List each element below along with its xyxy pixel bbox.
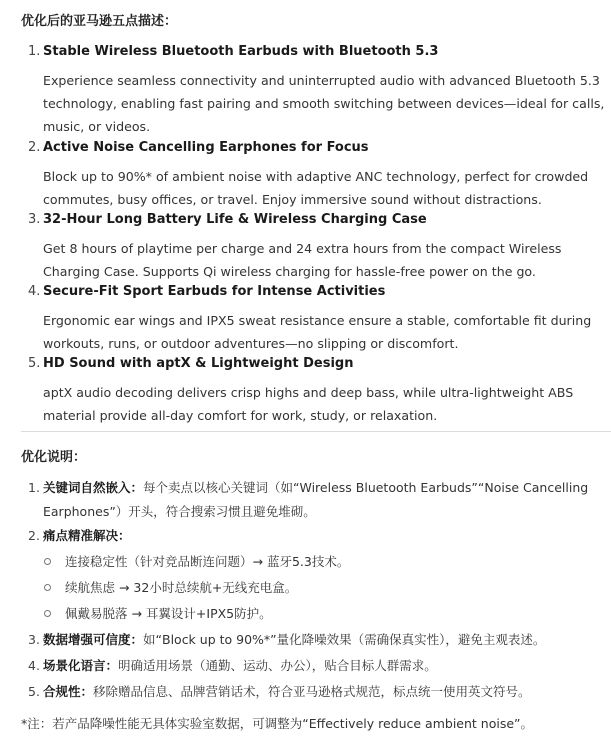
list-number: 3. bbox=[28, 212, 41, 227]
sub-item-text: 连接稳定性（针对竞品断连问题）→ 蓝牙5.3技术。 bbox=[65, 554, 350, 569]
bullet-title: 32-Hour Long Battery Life & Wireless Charging Case bbox=[43, 212, 427, 227]
circle-bullet-icon bbox=[44, 558, 51, 565]
note-text: 如“Block up to 90%*”量化降噪效果（需确保真实性），避免主观表述。 bbox=[143, 632, 546, 647]
divider bbox=[21, 431, 611, 432]
sub-list-item bbox=[44, 550, 349, 574]
bullet-description: Experience seamless connectivity and uninterrupted audio with advanced Bluetooth 5.3 technology, enabling fast pairing and smooth switching between devices—ideal for calls, music, or videos. bbox=[43, 73, 605, 134]
note-label: 场景化语言： bbox=[43, 658, 119, 673]
bullet-description: Ergonomic ear wings and IPX5 sweat resistance ensure a stable, comfortable fit during workouts, runs, or outdoor adventures—no slipping or discomfort. bbox=[43, 313, 592, 351]
circle-bullet-icon bbox=[44, 584, 51, 591]
bullet-description: Block up to 90%* of ambient noise with adaptive ANC technology, perfect for crowded commutes, busy offices, or travel. Enjoy immersive sound without distractions. bbox=[43, 169, 589, 207]
sub-list-item bbox=[44, 576, 297, 600]
page-title: 优化后的亚马逊五点描述： bbox=[21, 14, 178, 29]
list-number: 1. bbox=[28, 480, 40, 495]
sub-item-text: 续航焦虑 → 32小时总续航+无线充电盒。 bbox=[65, 580, 298, 595]
footnote: *注：若产品降噪性能无具体实验室数据，可调整为“Effectively reduce ambient noise”。 bbox=[21, 716, 534, 731]
note-label: 合规性： bbox=[43, 684, 94, 699]
note-text: 明确适用场景（通勤、运动、办公），贴合目标人群需求。 bbox=[118, 658, 437, 673]
note-text: 每个卖点以核心关键词（如“Wireless Bluetooth Earbuds”“Noise Cancelling Earphones”）开头，符合搜索习惯且避免堆砌。 bbox=[43, 480, 589, 519]
bullet-description: Get 8 hours of playtime per charge and 24 extra hours from the compact Wireless Charging Case. Supports Qi wireless charging for hassle-free power on the go. bbox=[43, 241, 562, 279]
bullet-title: Secure-Fit Sport Earbuds for Intense Activities bbox=[43, 284, 386, 299]
circle-bullet-icon bbox=[44, 610, 51, 617]
list-number: 5. bbox=[28, 684, 40, 699]
note-label: 痛点精准解决： bbox=[43, 528, 131, 543]
list-number: 4. bbox=[28, 658, 40, 673]
sub-list-item bbox=[44, 602, 272, 626]
list-number: 2. bbox=[28, 528, 40, 543]
note-label: 关键词自然嵌入： bbox=[43, 480, 144, 495]
section-heading: 优化说明： bbox=[21, 450, 87, 465]
bullet-title: HD Sound with aptX & Lightweight Design bbox=[43, 356, 354, 371]
bullet-title: Stable Wireless Bluetooth Earbuds with Bluetooth 5.3 bbox=[43, 44, 439, 59]
sub-item-text: 佩戴易脱落 → 耳翼设计+IPX5防护。 bbox=[65, 606, 272, 621]
list-number: 1. bbox=[28, 44, 41, 59]
note-text: 移除赠品信息、品牌营销话术，符合亚马逊格式规范，标点统一使用英文符号。 bbox=[93, 684, 531, 699]
bullet-description: aptX audio decoding delivers crisp highs and deep bass, while ultra-lightweight ABS material provide all-day comfort for work, study, or relaxation. bbox=[43, 385, 574, 423]
list-number: 2. bbox=[28, 140, 41, 155]
list-number: 3. bbox=[28, 632, 40, 647]
bullet-title: Active Noise Cancelling Earphones for Focus bbox=[43, 140, 369, 155]
list-number: 5. bbox=[28, 356, 41, 371]
note-label: 数据增强可信度： bbox=[43, 632, 144, 647]
list-number: 4. bbox=[28, 284, 41, 299]
